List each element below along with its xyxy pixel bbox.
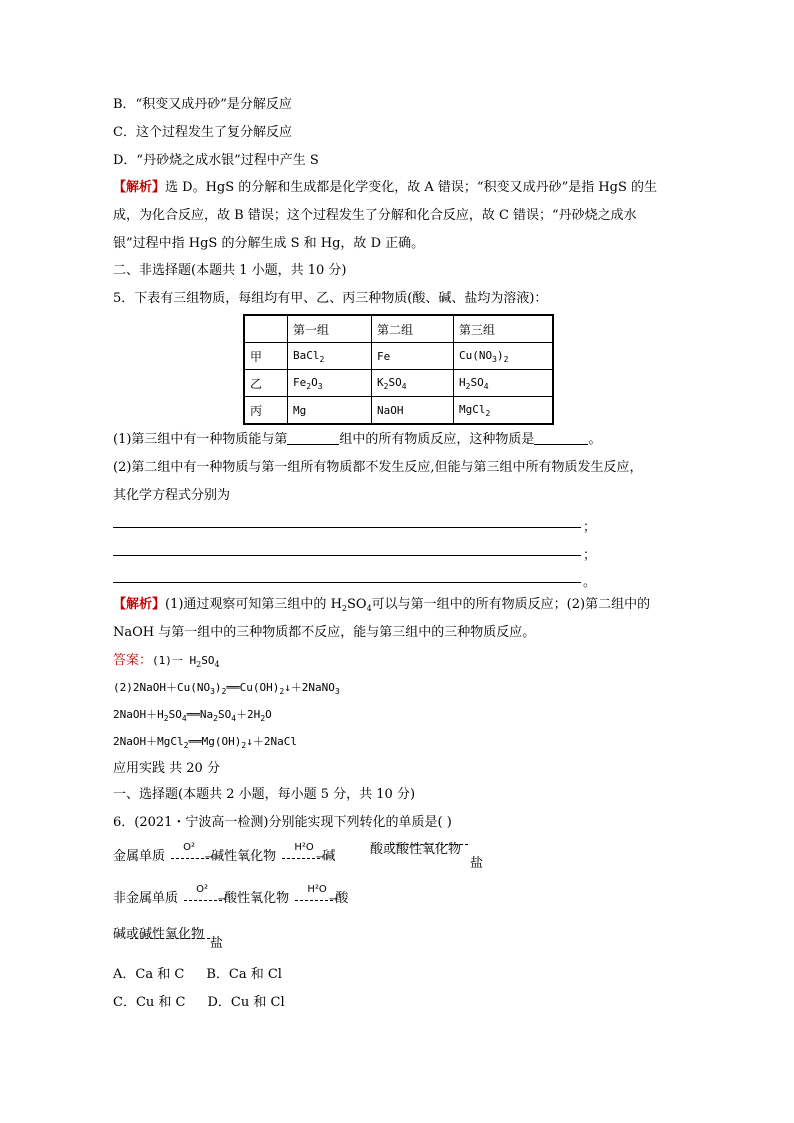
line-end-period: 。 [583,575,597,590]
answer-line-3[interactable] [113,582,581,583]
answer-blank-group[interactable] [287,444,339,445]
row-label: 甲 [244,343,288,370]
analysis-line-2: 成，为化合反应，故 B 错误；这个过程发生了分解和化合反应，故 C 错误；“丹砂烧之成水 [113,208,637,223]
analysis-line-3: 银”过程中指 HgS 的分解生成 S 和 Hg，故 D 正确。 [113,236,425,251]
option-a[interactable]: A．Ca 和 C [113,967,185,982]
q6-options-row-2 [113,995,285,1011]
question-6-stem: 6．(2021・宁波高一检测)分别能实现下列转化的单质是( ) [113,815,452,830]
answer-blank-substance[interactable] [534,444,588,445]
equation-3: $2NaOH+MgCl_2══Mg(OH)_2↓+2NaCl$ [113,735,297,750]
q6-options-row-1 [113,967,282,983]
arrow-label-acid: 酸或酸性氧化物 [370,842,462,857]
analysis-5-line-1: 【解析】(1)通过观察可知第三组中的 $H_2SO_4$可以与第一组中的所有物质反应；(2)第二组中的 [113,597,651,613]
table-cell: Mg [288,397,372,425]
chain-end-salt: 盐 [210,936,224,951]
table-header-cell: 第一组 [288,315,372,343]
practice-heading: 应用实践 共 20 分 [113,761,220,776]
table-cell: MgCl$_2$ [454,397,554,425]
section-heading-nonchoice: 二、非选择题(本题共 1 小题，共 10 分) [113,263,347,278]
analysis-5-line-2: NaOH 与第一组中的三种物质都不反应，能与第三组中的三种物质反应。 [113,625,536,640]
substance-table [243,314,554,425]
table-cell: Fe [372,343,454,370]
question-5-stem: 5．下表有三组物质，每组均有甲、乙、丙三种物质(酸、碱、盐均为溶液)： [113,291,548,306]
table-header-cell: 第三组 [454,315,554,343]
question-5-sub-2-cont: 其化学方程式分别为 [113,488,231,503]
row-label: 丙 [244,397,288,425]
arrow: O² → [169,850,211,864]
question-5-sub-2: (2)第二组中有一种物质与第一组所有物质都不发生反应,但能与第三组中所有物质发生反应， [113,460,643,475]
analysis-line-1: 【解析】选 D。HgS 的分解和生成都是化学变化，故 A 错误；“积变又成丹砂”是指 HgS 的生 [113,180,658,195]
conversion-chain-nonmetal: 非金属单质 O² → 酸性氧化物 H²O → 酸 [113,883,349,906]
answer-line-2[interactable] [113,555,581,556]
option-b: B．“积变又成丹砂”是分解反应 [113,97,292,112]
table-row [244,343,553,370]
line-end-semicolon: ； [583,520,597,535]
table-cell: $Fe_2O_3$ [288,370,372,397]
option-c[interactable]: C．Cu 和 C [113,995,186,1010]
table-row [244,397,553,425]
arrow [130,938,210,939]
analysis-tag: 【解析】 [113,180,166,195]
table-header-cell [244,315,288,343]
arrow: H²O → [280,850,322,864]
option-c: C．这个过程发生了复分解反应 [113,125,292,140]
row-label: 乙 [244,370,288,397]
table-header-cell: 第二组 [372,315,454,343]
section-heading-choice: 一、选择题(本题共 2 小题，每小题 5 分，共 10 分) [113,787,416,802]
arrow: O² → [182,892,224,906]
option-b[interactable]: B．Ca 和 Cl [206,967,282,982]
line-end-semicolon: ； [583,548,597,563]
option-d: D．“丹砂烧之成水银”过程中产生 S [113,153,319,168]
table-row [244,370,553,397]
option-d[interactable]: D．Cu 和 Cl [207,995,285,1010]
chain-end-salt: 盐 [470,856,484,871]
table-header-row [244,315,553,343]
table-cell: $Cu(NO_3)_2$ [454,343,554,370]
table-cell: BaCl$_2$ [288,343,372,370]
answer-label: 答案： [113,653,153,668]
arrow-label-base: 碱或碱性氧化物 [113,927,205,942]
equation-1: $(2)2NaOH+Cu(NO_3)_2══Cu(OH)_2↓+2NaNO_3$ [113,681,340,696]
arrow: H²O → [293,892,335,906]
equation-2: $2NaOH+H_2SO_4══Na_2SO_4+2H_2O$ [113,708,272,723]
answer-line-1[interactable] [113,527,581,528]
conversion-chain-metal: 金属单质 O² → 碱性氧化物 H²O → 碱 [113,841,336,864]
question-5-sub-1: (1)第三组中有一种物质能与第 组中的所有物质反应，这种物质是 。 [113,432,602,447]
answer-1: 答案：(1)一 $H_2SO_4$ [113,653,220,669]
table-cell: $K_2SO_4$ [372,370,454,397]
analysis-tag: 【解析】 [113,597,166,612]
arrow [386,844,468,845]
table-cell: $H_2SO_4$ [454,370,554,397]
table-cell: NaOH [372,397,454,425]
